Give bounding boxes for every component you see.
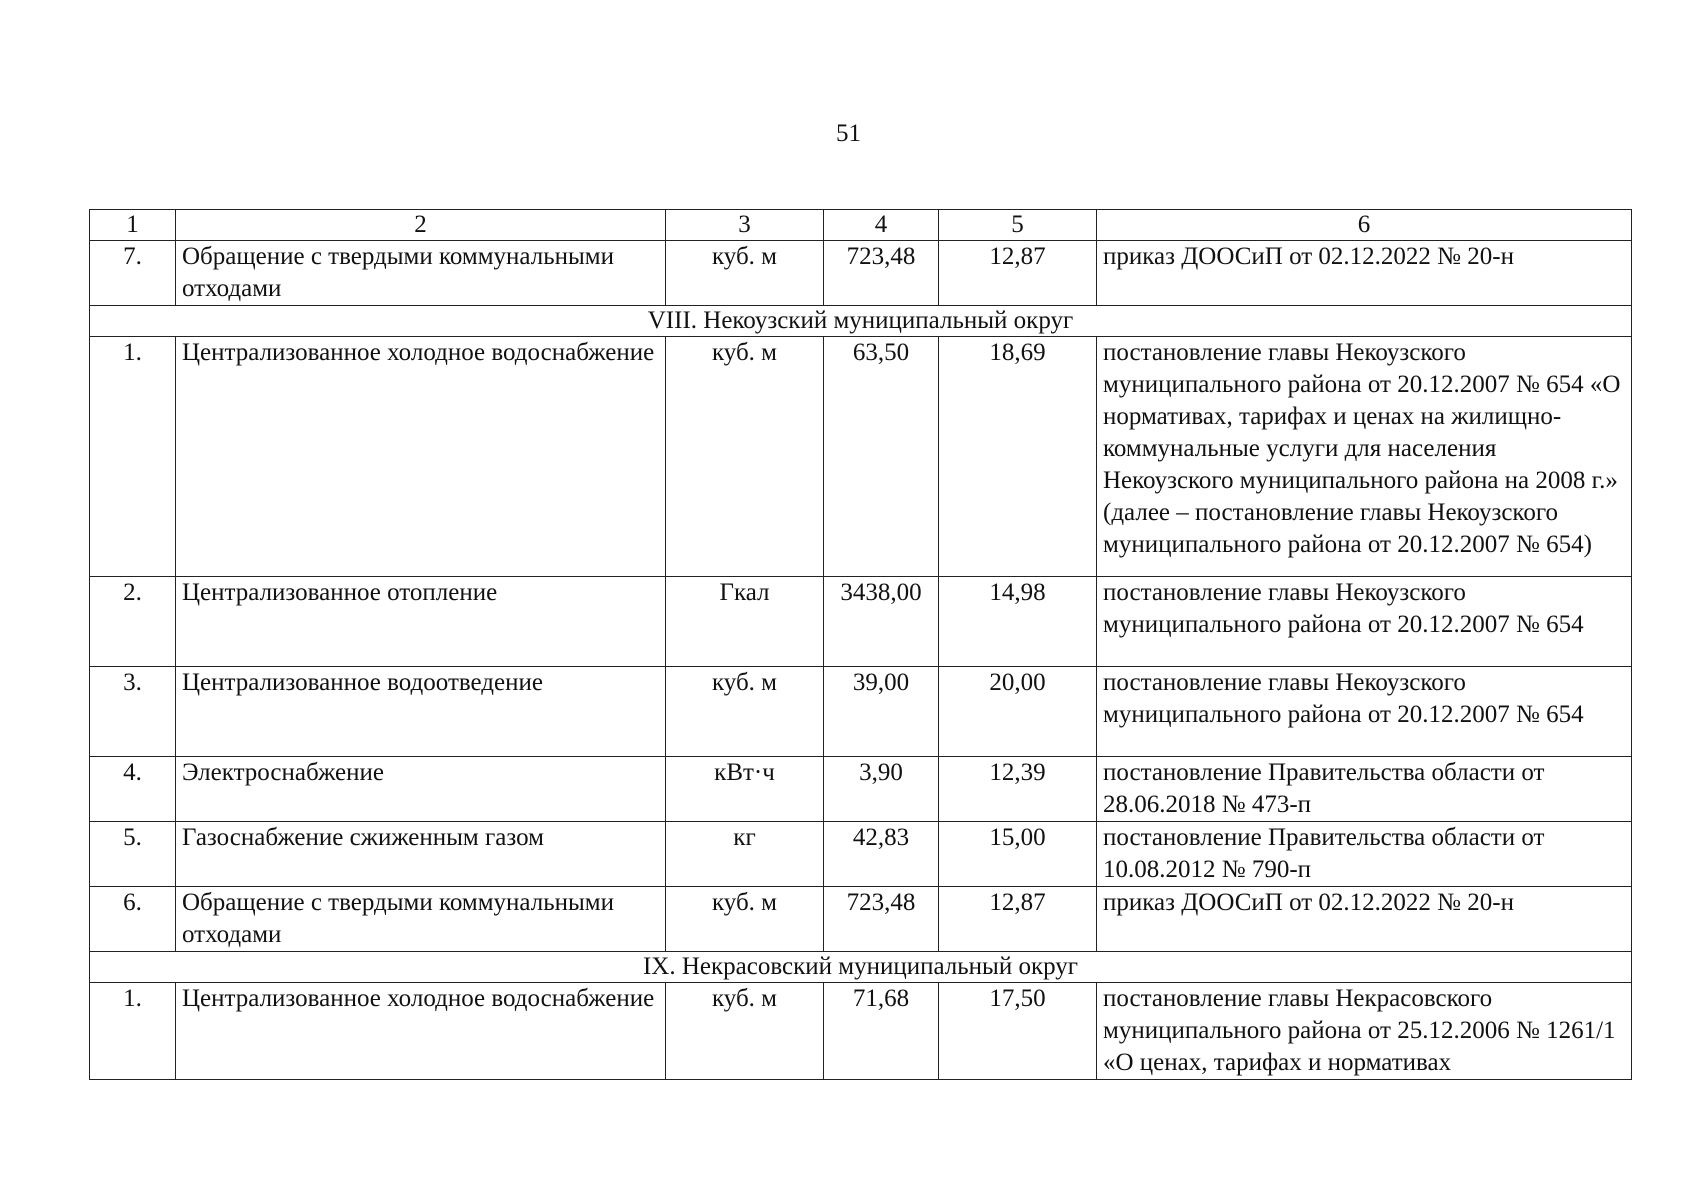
service-name: Централизованное отопление xyxy=(176,577,666,667)
table-header-row xyxy=(90,210,1632,241)
legal-basis: постановление главы Некоузского муниципального района от 20.12.2007 № 654 xyxy=(1097,577,1632,667)
legal-basis: постановление Правительства области от 10.08.2012 № 790-п xyxy=(1097,822,1632,887)
legal-basis: приказ ДООСиП от 02.12.2022 № 20-н xyxy=(1097,887,1632,952)
table-row xyxy=(90,667,1632,757)
service-name: Обращение с твердыми коммунальными отходами xyxy=(176,241,666,306)
value-col4: 63,50 xyxy=(824,337,939,577)
value-col5: 17,50 xyxy=(939,983,1097,1080)
unit-cell: куб. м xyxy=(666,667,824,757)
table-row xyxy=(90,241,1632,306)
value-col4: 723,48 xyxy=(824,241,939,306)
legal-basis: постановление главы Некоузского муниципального района от 20.12.2007 № 654 xyxy=(1097,667,1632,757)
table-row xyxy=(90,887,1632,952)
value-col4: 42,83 xyxy=(824,822,939,887)
legal-basis: приказ ДООСиП от 02.12.2022 № 20-н xyxy=(1097,241,1632,306)
value-col5: 18,69 xyxy=(939,337,1097,577)
section-title: IX. Некрасовский муниципальный округ xyxy=(90,952,1632,983)
header-cell-6: 6 xyxy=(1097,210,1632,241)
service-name: Обращение с твердыми коммунальными отходами xyxy=(176,887,666,952)
header-cell-2: 2 xyxy=(176,210,666,241)
row-number: 2. xyxy=(90,577,176,667)
page-number: 51 xyxy=(836,120,861,147)
row-number: 4. xyxy=(90,757,176,822)
section-title: VIII. Некоузский муниципальный округ xyxy=(90,306,1632,337)
service-name: Централизованное холодное водоснабжение xyxy=(176,337,666,577)
value-col5: 12,87 xyxy=(939,887,1097,952)
value-col5: 20,00 xyxy=(939,667,1097,757)
table-row xyxy=(90,983,1632,1080)
row-number: 3. xyxy=(90,667,176,757)
service-name: Централизованное холодное водоснабжение xyxy=(176,983,666,1080)
header-cell-5: 5 xyxy=(939,210,1097,241)
value-col5: 15,00 xyxy=(939,822,1097,887)
section-row xyxy=(90,952,1632,983)
value-col4: 71,68 xyxy=(824,983,939,1080)
value-col4: 723,48 xyxy=(824,887,939,952)
legal-basis: постановление главы Некоузского муниципального района от 20.12.2007 № 654 «О нормативах, тарифах и ценах на жилищно-коммунальные услуги для населения Некоузского муниципального района на 2008 г.» (далее – постановление главы Некоузского муниципального района от 20.12.2007 № 654) xyxy=(1097,337,1632,577)
value-col4: 3,90 xyxy=(824,757,939,822)
unit-cell: куб. м xyxy=(666,337,824,577)
value-col5: 12,39 xyxy=(939,757,1097,822)
header-cell-4: 4 xyxy=(824,210,939,241)
unit-cell: куб. м xyxy=(666,241,824,306)
tariff-table xyxy=(89,209,1632,1080)
unit-cell: куб. м xyxy=(666,887,824,952)
value-col4: 39,00 xyxy=(824,667,939,757)
unit-cell: кВт·ч xyxy=(666,757,824,822)
row-number: 7. xyxy=(90,241,176,306)
value-col4: 3438,00 xyxy=(824,577,939,667)
unit-cell: Гкал xyxy=(666,577,824,667)
table-row xyxy=(90,577,1632,667)
service-name: Централизованное водоотведение xyxy=(176,667,666,757)
row-number: 1. xyxy=(90,337,176,577)
row-number: 6. xyxy=(90,887,176,952)
legal-basis: постановление главы Некрасовского муниципального района от 25.12.2006 № 1261/1 «О ценах, тарифах и нормативах xyxy=(1097,983,1632,1080)
header-cell-3: 3 xyxy=(666,210,824,241)
value-col5: 14,98 xyxy=(939,577,1097,667)
table-row xyxy=(90,757,1632,822)
value-col5: 12,87 xyxy=(939,241,1097,306)
table-row xyxy=(90,822,1632,887)
unit-cell: куб. м xyxy=(666,983,824,1080)
unit-cell: кг xyxy=(666,822,824,887)
table-row xyxy=(90,337,1632,577)
service-name: Газоснабжение сжиженным газом xyxy=(176,822,666,887)
row-number: 5. xyxy=(90,822,176,887)
header-cell-1: 1 xyxy=(90,210,176,241)
row-number: 1. xyxy=(90,983,176,1080)
legal-basis: постановление Правительства области от 28.06.2018 № 473-п xyxy=(1097,757,1632,822)
service-name: Электроснабжение xyxy=(176,757,666,822)
section-row xyxy=(90,306,1632,337)
